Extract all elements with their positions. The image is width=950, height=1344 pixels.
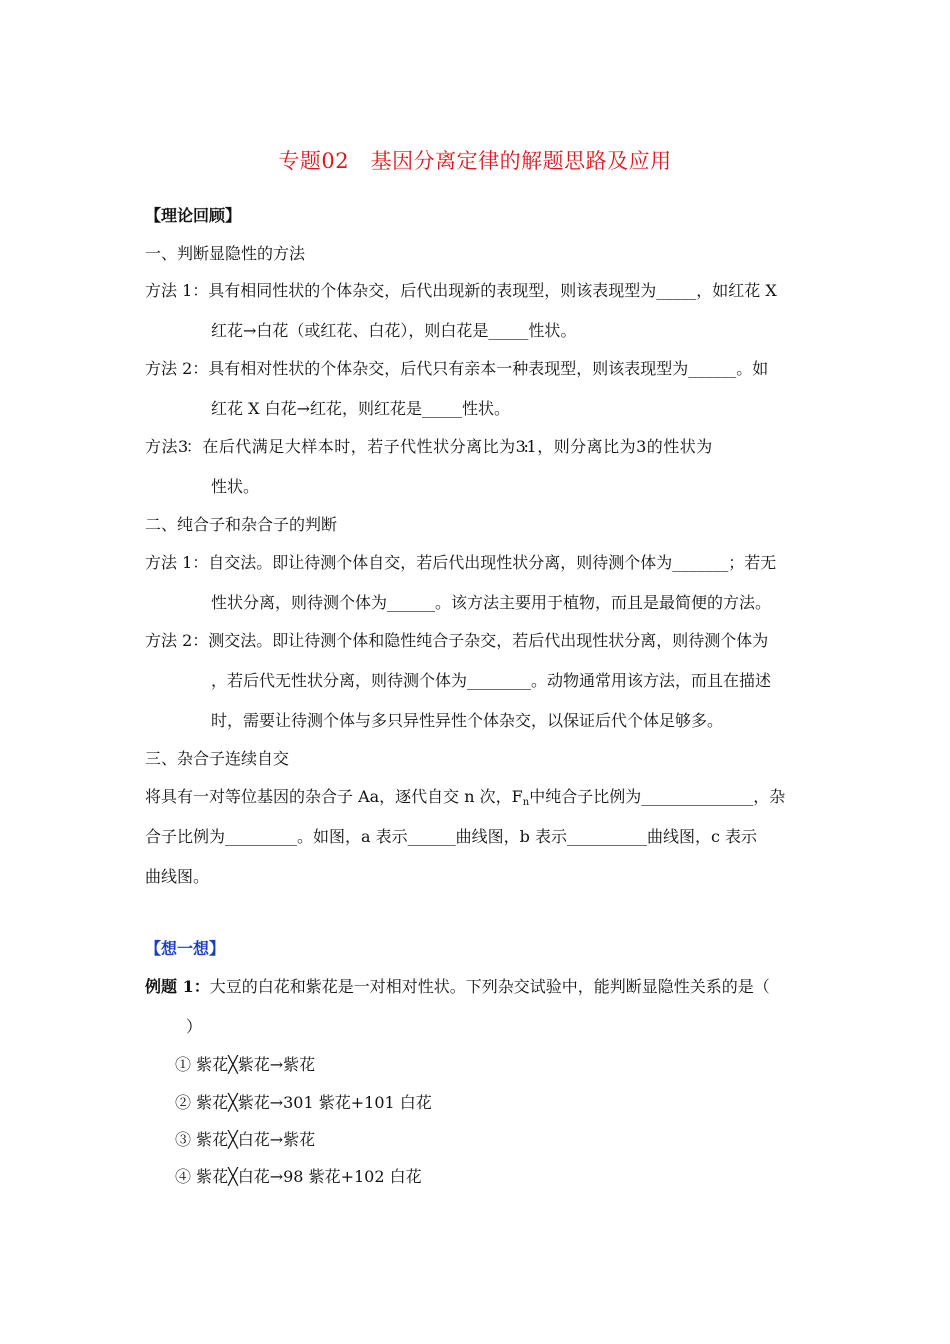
example1-line2: ）	[186, 1017, 203, 1036]
example1-line1	[145, 976, 770, 998]
sec2-method1-line2: 性状分离，则待测个体为______。该方法主要用于植物，而且是最简便的方法。	[211, 593, 772, 612]
section-1-heading: 一、判断显隐性的方法	[145, 244, 306, 263]
theory-review-heading: 【理论回顾】	[145, 206, 242, 225]
example1-question: 大豆的白花和紫花是一对相对性状。下列杂交试验中，能判断显隐性关系的是（	[209, 977, 770, 996]
sec2-method2-line2: ，若后代无性状分离，则待测个体为________。动物通常用该方法，而且在描述	[211, 671, 772, 690]
sec1-method3-line2: 性状。	[211, 477, 260, 496]
sec3-line1-subscript: n	[522, 797, 530, 808]
sec1-method1-line2: 红花→白花（或红花、白花），则白花是_____性状。	[211, 321, 577, 340]
section-2-heading: 二、纯合子和杂合子的判断	[145, 515, 338, 534]
option-1: ① 紫花╳紫花→紫花	[175, 1055, 316, 1074]
sec2-method1-line1: 方法 1：自交法。即让待测个体自交，若后代出现性状分离，则待测个体为_______；若无	[145, 553, 777, 572]
example1-label: 例题 1：	[145, 977, 210, 996]
sec1-method3-line1: 方 法 3： 在 后 代 满 足 大 样 本 时 ， 若 子 代 性 状 分 离 比 为 3:1 ， 则 分 离 比 为 3 的 性 状 为	[145, 437, 710, 456]
sec3-line1-part-a: 将具有一对等位基因的杂合子 Aa，逐代自交 n 次，F	[145, 787, 523, 806]
sec3-line1	[145, 786, 785, 814]
page-title: 专题02 基因分离定律的解题思路及应用	[278, 149, 672, 173]
sec3-line1-part-b: 中纯合子比例为______________，杂	[529, 787, 786, 806]
sec1-method2-line1: 方法 2：具有相对性状的个体杂交，后代只有亲本一种表现型，则该表现型为______。如	[145, 359, 769, 378]
sec1-method1-line1: 方法 1：具有相同性状的个体杂交，后代出现新的表现型，则该表现型为_____，如红花 X	[145, 281, 777, 300]
option-2: ② 紫花╳紫花→301 紫花+101 白花	[175, 1093, 432, 1112]
sec3-line3: 曲线图。	[145, 867, 210, 886]
sec2-method2-line1: 方法 2：测交法。即让待测个体和隐性纯合子杂交，若后代出现性状分离，则待测个体为	[145, 631, 769, 650]
sec2-method2-line3: 时，需要让待测个体与多只异性异性个体杂交，以保证后代个体足够多。	[211, 711, 724, 730]
option-3: ③ 紫花╳白花→紫花	[175, 1130, 316, 1149]
section-3-heading: 三、杂合子连续自交	[145, 749, 290, 768]
think-heading: 【想一想】	[145, 939, 226, 958]
sec1-method2-line2: 红花 X 白花→红花，则红花是_____性状。	[211, 399, 510, 418]
sec3-line2: 合子比例为_________。如图，a 表示______曲线图，b 表示__________曲线图，c 表示	[145, 827, 758, 846]
option-4: ④ 紫花╳白花→98 紫花+102 白花	[175, 1167, 422, 1186]
